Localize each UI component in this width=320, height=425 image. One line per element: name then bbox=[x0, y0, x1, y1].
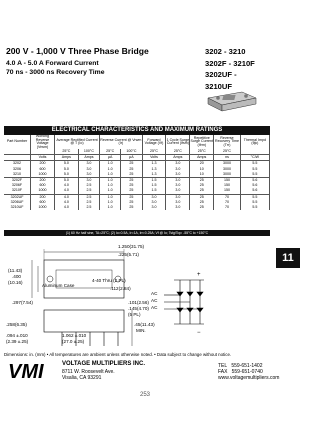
table-cell: 5.0 bbox=[54, 172, 78, 178]
col-header: Reverse Recovery Time (Trr) bbox=[214, 135, 241, 149]
part-series: 3202F - 3210F bbox=[205, 58, 255, 68]
table-cell: 4.0 bbox=[54, 194, 78, 200]
table-cell: 5.6 bbox=[240, 183, 269, 188]
table-cell: 5.6 bbox=[240, 188, 269, 194]
table-cell: 2.5 bbox=[78, 188, 99, 194]
fax-line: FAX 559-651-0740 bbox=[218, 369, 263, 375]
table-cell: 25 bbox=[190, 200, 214, 205]
table-cell: 25 bbox=[121, 172, 142, 178]
table-cell: 1.5 bbox=[142, 177, 166, 183]
table-cell: 1.5 bbox=[142, 188, 166, 194]
dim-screw: 4-40 Thru (2 PL) bbox=[92, 278, 126, 283]
table-cell: 5.5 bbox=[240, 205, 269, 210]
table-cell: 5.0 bbox=[54, 167, 78, 172]
col-header: Part Number bbox=[4, 135, 31, 149]
table-cell: 2.5 bbox=[78, 194, 99, 200]
table-cell: 2.5 bbox=[78, 205, 99, 210]
part-number-cell: 3202 bbox=[4, 161, 31, 167]
table-cell: 3.0 bbox=[78, 177, 99, 183]
subhead-row: 25°C 100°C 25°C 100°C 25°C 25°C 25°C 25°C bbox=[4, 149, 270, 155]
col-header: Forward Voltage (Vf) bbox=[142, 135, 166, 149]
part-number-cell: 3202F bbox=[4, 177, 31, 183]
table-cell: 25 bbox=[190, 177, 214, 183]
vmi-logo bbox=[6, 359, 58, 381]
part-series: 3202 - 3210 bbox=[205, 47, 246, 56]
table-cell: 3.0 bbox=[166, 167, 190, 172]
dim-offset-mm: (2.39 ±.25) bbox=[6, 339, 29, 344]
case-label: Aluminum Case bbox=[42, 283, 75, 288]
table-cell: 2.5 bbox=[78, 183, 99, 188]
table-cell: 25 bbox=[121, 167, 142, 172]
address-line: 8711 W. Roosevelt Ave. bbox=[62, 369, 115, 375]
table-cell: 25 bbox=[121, 205, 142, 210]
part-number-cell: 3210F bbox=[4, 188, 31, 194]
units-row: Volts Amps Amps μA μA Volts Amps Amps ns °C/W bbox=[4, 155, 270, 161]
table-cell: 3.0 bbox=[166, 161, 190, 167]
col-header: 1 Cycle Surge Current (Ifsm) bbox=[166, 135, 190, 149]
table-cell: 1.0 bbox=[100, 177, 121, 183]
company-name: VOLTAGE MULTIPLIERS INC. bbox=[62, 361, 145, 367]
part-number-cell: 3206UF bbox=[4, 200, 31, 205]
dim-pin-pitch: .145(4.70) bbox=[128, 306, 149, 311]
table-cell: 25 bbox=[121, 194, 142, 200]
table-cell: 25 bbox=[190, 188, 214, 194]
table-cell: 1.0 bbox=[100, 172, 121, 178]
section-tab: 11 bbox=[276, 248, 300, 268]
svg-text:−: − bbox=[197, 330, 201, 336]
table-cell: 3.0 bbox=[166, 183, 190, 188]
table-cell: 3.0 bbox=[166, 177, 190, 183]
table-cell: 1000 bbox=[31, 172, 55, 178]
dim-hole: .112(2.84) bbox=[110, 286, 131, 291]
table-cell: 3.0 bbox=[142, 200, 166, 205]
dim-pin-count: (5 PL) bbox=[128, 312, 141, 317]
table-cell: 5.0 bbox=[54, 177, 78, 183]
company-address bbox=[62, 369, 115, 381]
table-cell: 1.0 bbox=[100, 200, 121, 205]
bridge-schematic bbox=[164, 272, 204, 336]
table-cell: 1.5 bbox=[142, 183, 166, 188]
table-row bbox=[4, 205, 270, 210]
dim-offset: .094 ±.010 bbox=[6, 333, 28, 338]
table-cell: 1.3 bbox=[142, 161, 166, 167]
table-cell: 5.6 bbox=[240, 177, 269, 183]
col-header: Repetitive Surge Current (Ifrm) bbox=[190, 135, 214, 149]
table-cell: 25 bbox=[190, 183, 214, 188]
table-cell: 600 bbox=[31, 183, 55, 188]
table-cell: 25 bbox=[121, 200, 142, 205]
table-cell: 1.0 bbox=[100, 161, 121, 167]
table-cell: 25 bbox=[121, 183, 142, 188]
website-link[interactable]: www.voltagemultipliers.com bbox=[218, 375, 280, 381]
table-cell: 1.3 bbox=[142, 167, 166, 172]
table-cell: 25 bbox=[190, 205, 214, 210]
dim-inner: .400 bbox=[12, 274, 21, 279]
table-cell: 25 bbox=[121, 177, 142, 183]
svg-text:+: + bbox=[197, 272, 201, 278]
table-cell: 70 bbox=[214, 194, 241, 200]
schematic-label: AC bbox=[151, 291, 158, 296]
dim-inner-mm: (10.16) bbox=[8, 280, 23, 285]
part-number-cell: 3210 bbox=[4, 172, 31, 178]
table-cell: 4.0 bbox=[54, 188, 78, 194]
table-cell: 4.0 bbox=[54, 200, 78, 205]
table-cell: 70 bbox=[214, 200, 241, 205]
table-cell: 5.5 bbox=[240, 194, 269, 200]
dim-span: 1.062 ±.010 bbox=[62, 333, 87, 338]
part-number-cell: 3206 bbox=[4, 167, 31, 172]
contact-block bbox=[218, 363, 279, 381]
mount-hole bbox=[47, 276, 53, 282]
dim-base: .258(6.35) bbox=[6, 322, 27, 327]
table-cell: 10 bbox=[190, 172, 214, 178]
table-cell: 3000 bbox=[214, 167, 241, 172]
table-cell: 1.0 bbox=[100, 194, 121, 200]
table-cell: 3000 bbox=[214, 172, 241, 178]
table-cell: 70 bbox=[214, 205, 241, 210]
table-cell: 200 bbox=[31, 194, 55, 200]
table-cell: 5.5 bbox=[240, 172, 269, 178]
col-header: Thermal Impd (θjc) bbox=[240, 135, 269, 149]
table-cell: 4.0 bbox=[54, 205, 78, 210]
dim-pin: .101(2.56) bbox=[128, 300, 149, 305]
table-cell: 150 bbox=[214, 183, 241, 188]
tel-line: TEL 559-651-1402 bbox=[218, 363, 263, 369]
table-cell: 3.0 bbox=[142, 194, 166, 200]
table-cell: 4.0 bbox=[54, 183, 78, 188]
table-cell: 3000 bbox=[214, 161, 241, 167]
dim-span-mm: (27.0 ±.25) bbox=[62, 339, 85, 344]
page-title: 200 V - 1,000 V Three Phase Bridge bbox=[6, 46, 149, 56]
table-cell: 1.0 bbox=[100, 183, 121, 188]
table-cell: 1000 bbox=[31, 205, 55, 210]
table-cell: 25 bbox=[121, 188, 142, 194]
part-number-cell: 3206F bbox=[4, 183, 31, 188]
current-spec: 4.0 A - 5.0 A Forward Current bbox=[6, 60, 99, 67]
table-cell: 150 bbox=[214, 177, 241, 183]
table-cell: 25 bbox=[190, 194, 214, 200]
table-cell: 3.0 bbox=[166, 194, 190, 200]
table-cell: 1000 bbox=[31, 188, 55, 194]
case-side-outline bbox=[44, 310, 124, 332]
part-series: 3202UF - 3210UF bbox=[205, 70, 237, 91]
table-cell: 3.0 bbox=[166, 188, 190, 194]
table-cell: 1.0 bbox=[100, 205, 121, 210]
table-cell: 2.5 bbox=[78, 200, 99, 205]
table-cell: 5.5 bbox=[240, 200, 269, 205]
characteristics-table bbox=[4, 135, 270, 230]
package-image bbox=[204, 86, 259, 116]
schematic-label: AC bbox=[151, 298, 158, 303]
part-number-cell: 3202UF bbox=[4, 194, 31, 200]
dim-height-mm: (11.43) bbox=[8, 268, 23, 273]
mechanical-drawing bbox=[4, 240, 214, 352]
dim-lead-min: MIN. bbox=[136, 328, 146, 333]
dim-lead: .45(11.43) bbox=[134, 322, 155, 327]
table-heading: ELECTRICAL CHARACTERISTICS AND MAXIMUM RATINGS bbox=[4, 126, 270, 135]
table-cell: 5.0 bbox=[54, 161, 78, 167]
dim-length: 1.250(31.75) bbox=[118, 244, 145, 249]
table-cell: 10 bbox=[190, 167, 214, 172]
col-header: Average Rectified Current @ T (Io) bbox=[54, 135, 99, 149]
table-cell: 3.0 bbox=[166, 205, 190, 210]
table-cell: 1.3 bbox=[142, 172, 166, 178]
table-footnote: (1) 60 Hz half sine, TA=25°C; (2) Io=0.5A, Ir=1A, Irr=0.25A; Vf @ Io; Tstg/Top: -55°C to +150°C bbox=[4, 230, 270, 236]
table-cell: 600 bbox=[31, 200, 55, 205]
table-cell: 200 bbox=[31, 177, 55, 183]
table-cell: 5.5 bbox=[240, 167, 269, 172]
dim-edge: .225(5.71) bbox=[118, 252, 139, 257]
address-line: Visalia, CA 93291 bbox=[62, 375, 102, 381]
col-header: Working Reverse Voltage (Vrwm) bbox=[31, 135, 55, 149]
table-cell: 20 bbox=[190, 161, 214, 167]
table-cell: 1.0 bbox=[100, 188, 121, 194]
recovery-spec: 70 ns - 3000 ns Recovery Time bbox=[6, 69, 105, 76]
table-cell: 3.0 bbox=[78, 161, 99, 167]
table-cell: 3.0 bbox=[142, 205, 166, 210]
table-cell: 1.0 bbox=[100, 167, 121, 172]
part-number-cell: 3210UF bbox=[4, 205, 31, 210]
svg-text:VMI: VMI bbox=[8, 361, 44, 381]
table-cell: 25 bbox=[121, 161, 142, 167]
table-cell: 3.0 bbox=[166, 172, 190, 178]
table-cell: 200 bbox=[31, 161, 55, 167]
table-cell: 600 bbox=[31, 167, 55, 172]
table-cell: 3.0 bbox=[78, 167, 99, 172]
page-number: 253 bbox=[140, 392, 151, 398]
table-cell: 150 bbox=[214, 188, 241, 194]
col-header: Reverse Current @ Vrwm (Ir) bbox=[100, 135, 142, 149]
schematic-label: AC bbox=[151, 305, 158, 310]
dimensions-note: Dimensions: in. (mm) • All temperatures are ambient unless otherwise noted. • Data subject to change without notice. bbox=[4, 352, 232, 357]
dim-side: .297(7.54) bbox=[12, 300, 33, 305]
table-cell: 3.0 bbox=[78, 172, 99, 178]
table-cell: 3.0 bbox=[166, 200, 190, 205]
table-cell: 5.5 bbox=[240, 161, 269, 167]
